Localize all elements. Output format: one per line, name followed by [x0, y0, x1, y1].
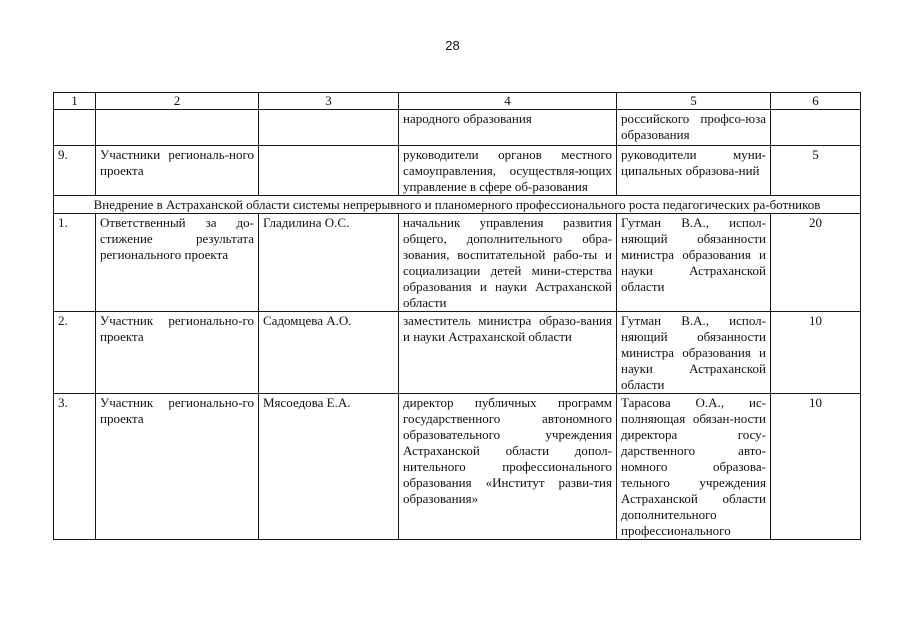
- header-col-6: 6: [771, 93, 861, 110]
- header-col-4: 4: [399, 93, 617, 110]
- cell-role: Участник регионально-го проекта: [96, 394, 259, 540]
- header-row: [54, 93, 861, 110]
- header-col-5: 5: [617, 93, 771, 110]
- header-col-1: 1: [54, 93, 96, 110]
- cell-role: [96, 110, 259, 146]
- cell-role: Участник регионально-го проекта: [96, 312, 259, 394]
- cell-supervisor: Гутман В.А., испол-няющий обязанности министра образования и науки Астраханской области: [617, 312, 771, 394]
- cell-workload: 10: [771, 394, 861, 540]
- table-row: [54, 394, 861, 540]
- cell-name: [259, 110, 399, 146]
- cell-workload: 5: [771, 146, 861, 196]
- table-row: [54, 214, 861, 312]
- cell-position: руководители органов местного самоуправления, осуществля-ющих управление в сфере об-разования: [399, 146, 617, 196]
- cell-role: Участники региональ-ного проекта: [96, 146, 259, 196]
- cell-name: Гладилина О.С.: [259, 214, 399, 312]
- cell-position: народного образования: [399, 110, 617, 146]
- cell-supervisor: руководители муни-ципальных образова-ний: [617, 146, 771, 196]
- cell-num: 9.: [54, 146, 96, 196]
- cell-workload: [771, 110, 861, 146]
- participants-table: [53, 92, 861, 540]
- table-row: [54, 312, 861, 394]
- cell-name: [259, 146, 399, 196]
- page-number: 28: [445, 38, 460, 53]
- cell-name: Садомцева А.О.: [259, 312, 399, 394]
- cell-num: 2.: [54, 312, 96, 394]
- cell-num: [54, 110, 96, 146]
- cell-workload: 10: [771, 312, 861, 394]
- cell-position: начальник управления развития общего, дополнительного обра-зования, воспитательной рабо-ты и социализации детей мини-стерства образования и науки Астраханской области: [399, 214, 617, 312]
- header-col-3: 3: [259, 93, 399, 110]
- cell-num: 1.: [54, 214, 96, 312]
- cell-position: заместитель министра образо-вания и науки Астраханской области: [399, 312, 617, 394]
- table-row: [54, 146, 861, 196]
- cell-supervisor: российского профсо-юза образования: [617, 110, 771, 146]
- header-col-2: 2: [96, 93, 259, 110]
- section-title: Внедрение в Астраханской области системы непрерывного и планомерного профессионального роста педагогических ра-ботников: [54, 196, 861, 214]
- cell-supervisor: Тарасова О.А., ис-полняющая обязан-ности директора госу-дарственного авто-номного образова-тельного учреждения Астраханской области дополнительного профессионального: [617, 394, 771, 540]
- cell-name: Мясоедова Е.А.: [259, 394, 399, 540]
- cell-supervisor: Гутман В.А., испол-няющий обязанности министра образования и науки Астраханской области: [617, 214, 771, 312]
- cell-role: Ответственный за до-стижение результата регионального проекта: [96, 214, 259, 312]
- section-row: [54, 196, 861, 214]
- cell-workload: 20: [771, 214, 861, 312]
- cell-num: 3.: [54, 394, 96, 540]
- cell-position: директор публичных программ государственного автономного образовательного учреждения Астраханской области допол-нительного профессионального образования «Институт разви-тия образования»: [399, 394, 617, 540]
- continuation-row: [54, 110, 861, 146]
